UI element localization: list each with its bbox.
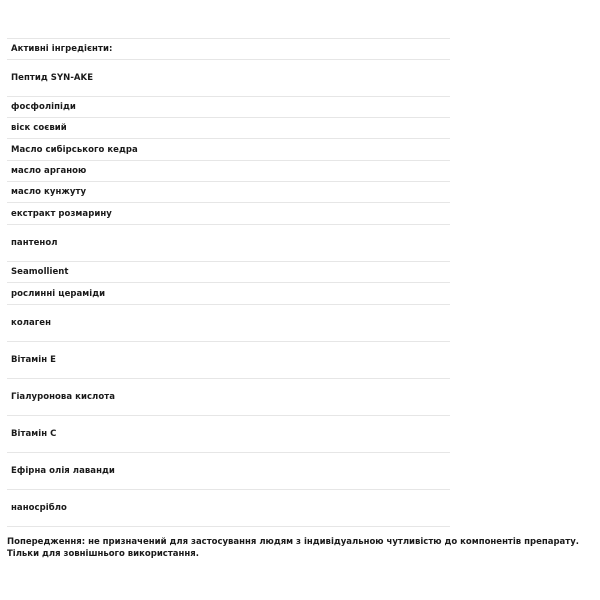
ingredient-row bbox=[7, 161, 450, 182]
ingredient-name: екстракт розмарину bbox=[11, 208, 112, 219]
ingredient-name: Вітамін E bbox=[11, 355, 57, 365]
ingredient-row bbox=[7, 416, 450, 453]
ingredient-name: Гіалуронова кислота bbox=[11, 392, 115, 402]
ingredient-name: Seamollient bbox=[11, 267, 69, 277]
ingredient-name: наносрібло bbox=[11, 503, 67, 513]
ingredients-header-row bbox=[7, 39, 450, 60]
ingredient-name: Ефірна олія лаванди bbox=[11, 466, 115, 476]
ingredient-name: Пептид SYN-AKE bbox=[11, 73, 94, 83]
ingredient-name: масло арганою bbox=[11, 166, 87, 176]
ingredient-row bbox=[7, 490, 450, 527]
ingredient-row bbox=[7, 225, 450, 262]
ingredient-row bbox=[7, 182, 450, 203]
ingredient-name: фосфоліпіди bbox=[11, 102, 76, 112]
ingredient-row bbox=[7, 342, 450, 379]
ingredient-row bbox=[7, 283, 450, 305]
ingredient-row bbox=[7, 97, 450, 118]
ingredients-header: Активні інгредієнти: bbox=[11, 44, 113, 54]
ingredient-row bbox=[7, 305, 450, 342]
ingredient-name: Вітамін C bbox=[11, 429, 57, 439]
ingredient-name: віск соєвий bbox=[11, 123, 67, 133]
ingredient-row bbox=[7, 453, 450, 490]
warning-text: Попередження: не призначений для застосування людям з індивідуальною чутливістю до компонентів препарату. Тільки для зовнішнього використання. bbox=[7, 537, 579, 559]
ingredient-name: рослинні цераміди bbox=[11, 288, 106, 299]
ingredient-row bbox=[7, 139, 450, 161]
ingredients-table bbox=[7, 38, 450, 527]
ingredient-row bbox=[7, 203, 450, 225]
ingredient-name: пантенол bbox=[11, 238, 58, 248]
ingredient-name: Масло сибірського кедра bbox=[11, 144, 138, 155]
ingredient-row bbox=[7, 118, 450, 139]
ingredient-row bbox=[7, 379, 450, 416]
ingredient-name: колаген bbox=[11, 318, 51, 328]
ingredient-row bbox=[7, 262, 450, 283]
ingredient-row bbox=[7, 60, 450, 97]
ingredient-name: масло кунжуту bbox=[11, 187, 87, 197]
